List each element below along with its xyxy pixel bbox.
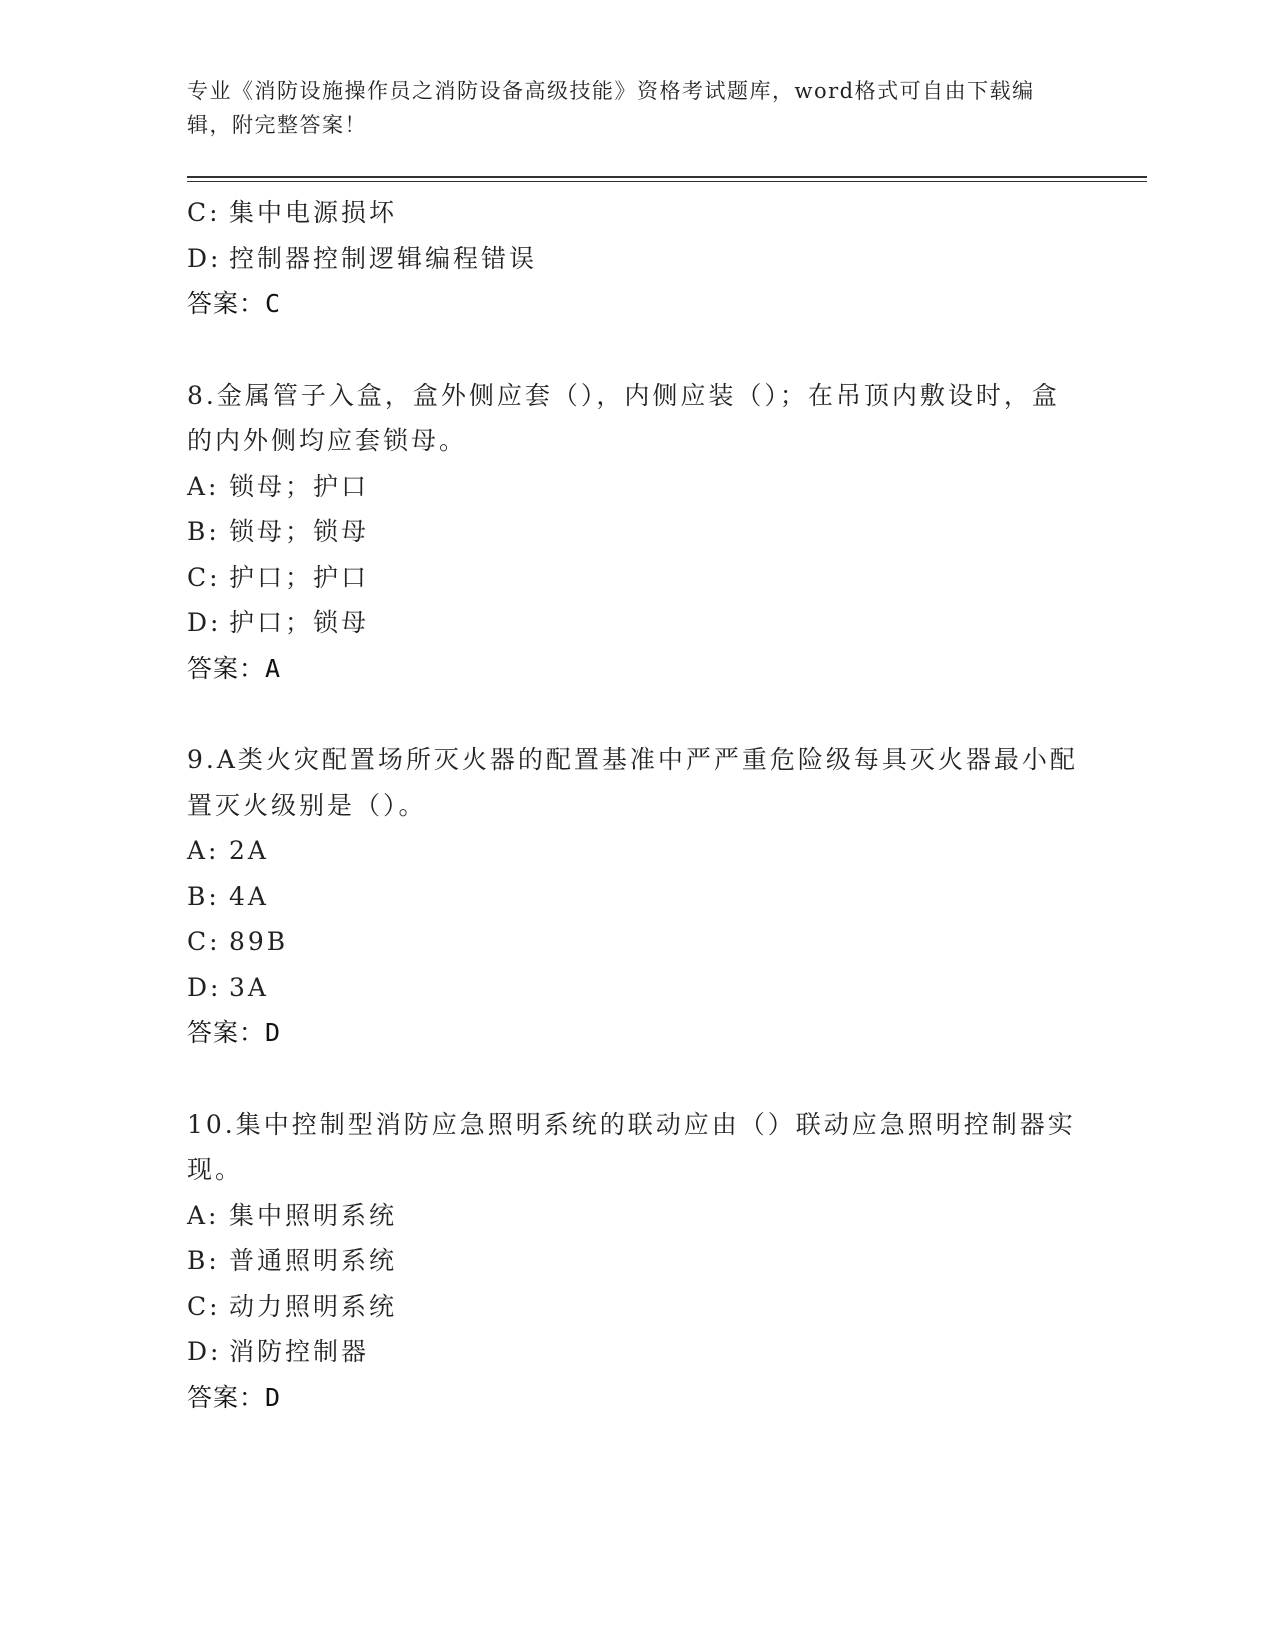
option-line: [187, 919, 1087, 965]
question-10: [187, 1102, 1087, 1421]
question-8: [187, 373, 1087, 692]
question-9: [187, 737, 1087, 1056]
option-line: [187, 236, 1087, 282]
option-text: 动力照明系统: [229, 1291, 398, 1321]
option-line: [187, 965, 1087, 1011]
option-line: [187, 874, 1087, 920]
question-stem: 8.金属管子入盒，盒外侧应套（），内侧应装（）；在吊顶内敷设时，盒的内外侧均应套锁母。: [187, 380, 1060, 455]
option-text: 89B: [229, 927, 289, 956]
option-key: D:: [187, 608, 222, 637]
option-key: A:: [187, 1200, 220, 1230]
option-key: D:: [187, 972, 222, 1002]
option-text: 锁母；护口: [229, 471, 370, 501]
question-stem: 9.A类火灾配置场所灭火器的配置基准中严严重危险级每具灭火器最小配置灭火级别是（）。: [187, 745, 1078, 820]
spacer: [187, 1056, 1087, 1102]
answer-line: 答案：D: [187, 1382, 282, 1412]
option-text: 锁母；锁母: [229, 517, 370, 546]
answer-line: 答案：C: [187, 289, 282, 318]
option-key: A:: [187, 836, 220, 865]
option-key: C:: [187, 562, 221, 592]
option-text: 普通照明系统: [229, 1246, 398, 1275]
spacer: [187, 691, 1087, 737]
answer-line: 答案：A: [187, 653, 282, 683]
option-key: C:: [187, 198, 221, 227]
option-key: D:: [187, 243, 222, 273]
option-text: 集中电源损坏: [229, 198, 398, 227]
option-text: 消防控制器: [229, 1337, 370, 1366]
option-key: C:: [187, 927, 221, 956]
option-text: 2A: [229, 836, 269, 865]
option-line: [187, 190, 1087, 236]
option-key: B:: [187, 881, 220, 911]
spacer: [187, 327, 1087, 373]
option-key: A:: [187, 471, 220, 501]
option-line: [187, 1284, 1087, 1330]
option-text: 4A: [229, 881, 269, 911]
header-divider-thin: [187, 181, 1147, 182]
option-line: [187, 1238, 1087, 1284]
option-key: D:: [187, 1337, 222, 1366]
option-key: B:: [187, 517, 220, 546]
option-line: [187, 464, 1087, 510]
answer-line: 答案：D: [187, 1018, 282, 1047]
continued-question: [187, 190, 1087, 327]
option-line: [187, 1193, 1087, 1239]
option-line: [187, 509, 1087, 555]
option-line: [187, 600, 1087, 646]
option-key: B:: [187, 1246, 220, 1275]
question-content: [187, 190, 1087, 1420]
option-text: 控制器控制逻辑编程错误: [229, 243, 538, 273]
question-stem: 10.集中控制型消防应急照明系统的联动应由（）联动应急照明控制器实现。: [187, 1109, 1076, 1184]
option-text: 集中照明系统: [229, 1200, 398, 1230]
option-text: 3A: [229, 972, 269, 1002]
option-line: [187, 555, 1087, 601]
page-header: 专业《消防设施操作员之消防设备高级技能》资格考试题库，word格式可自由下载编辑，附完整答案！: [187, 79, 1035, 137]
option-text: 护口；锁母: [229, 608, 370, 637]
option-text: 护口；护口: [229, 562, 370, 592]
header-divider: [187, 176, 1147, 178]
option-key: C:: [187, 1291, 221, 1321]
option-line: [187, 828, 1087, 874]
option-line: [187, 1329, 1087, 1375]
